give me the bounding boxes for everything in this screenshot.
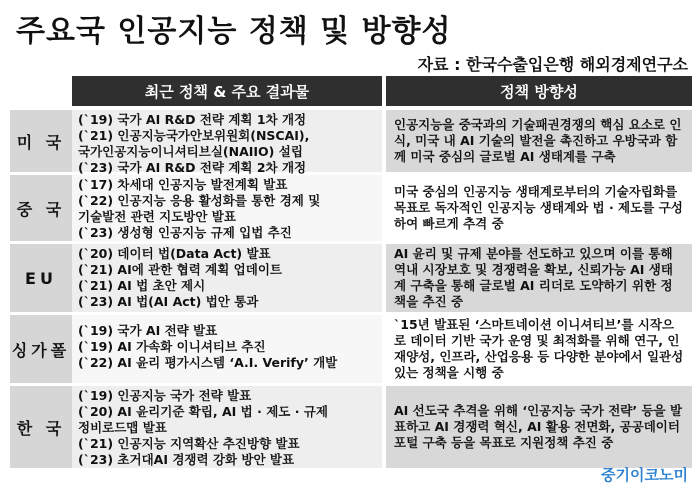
result-item: (`21) AI 법 초안 제시 [78, 278, 206, 293]
country-cell: EU [10, 244, 72, 312]
results-cell [72, 175, 382, 241]
direction-cell: AI 선도국 추격을 위해 ‘인공지능 국가 전략’ 등을 발표하고 AI 경쟁력 혁신, AI 활용 전면화, 공공데이터 포털 구축 등을 목표로 지원정책 추진 중 [386, 386, 692, 468]
header-spacer [10, 76, 72, 106]
table-row [10, 110, 692, 175]
result-item: (`22) AI 윤리 평가시스템 ‘A.I. Verify’ 개발 [78, 355, 338, 370]
direction-cell: AI 윤리 및 규제 분야를 선도하고 있으며 이를 통해 역내 시장보호 및 경쟁력을 확보, 신뢰가능 AI 생태계 구축을 통해 글로벌 AI 리더로 도약하기 위한 정책을 추진 중 [386, 244, 692, 312]
results-cell [72, 244, 382, 312]
result-item: (`21) AI에 관한 협력 계획 업데이트 [78, 262, 282, 277]
results-cell [72, 386, 382, 468]
result-item: (`23) AI 법(AI Act) 법안 통과 [78, 294, 259, 309]
result-item: (`19) 국가 AI R&D 전략 계획 1차 개정 [78, 112, 307, 127]
header-direction: 정책 방향성 [386, 76, 692, 106]
direction-cell: 미국 중심의 인공지능 생태계로부터의 기술자립화를 목표로 독자적인 인공지능 생태계와 법 · 제도를 구성하여 빠르게 추격 중 [386, 175, 692, 241]
result-item: (`21) 인공지능국가안보위원회(NSCAI), [78, 128, 310, 143]
result-item: (`20) AI 윤리기준 확립, AI 법 · 제도 · 규제 [78, 404, 328, 419]
results-cell [72, 110, 382, 175]
results-cell [72, 315, 382, 383]
page-title: 주요국 인공지능 정책 및 방향성 [16, 14, 452, 49]
table-row [10, 386, 692, 468]
result-item: 정비로드맵 발표 [78, 420, 167, 435]
table-row [10, 315, 692, 383]
result-item: (`19) AI 가속화 이니셔티브 추진 [78, 339, 266, 354]
result-item: (`19) 국가 AI 전략 발표 [78, 323, 218, 338]
title-bar [0, 0, 700, 50]
table-row [10, 244, 692, 312]
result-item: (`23) 생성형 인공지능 규제 입법 추진 [78, 225, 292, 240]
direction-cell: 인공지능을 중국과의 기술패권경쟁의 핵심 요소로 인식, 미국 내 AI 기술의 발전을 촉진하고 우방국과 함께 미국 중심의 글로벌 AI 생태계를 구축 [386, 110, 692, 172]
publisher-logo: 중기이코노미 [601, 466, 688, 484]
result-item: (`23) 국가 AI R&D 전략 계획 2차 개정 [78, 160, 307, 175]
result-item: 기술발전 관련 지도방안 발표 [78, 209, 236, 224]
result-item: (`17) 차세대 인공지능 발전계획 발표 [78, 177, 288, 192]
country-cell: 싱가폴 [10, 315, 72, 383]
country-cell: 미 국 [10, 110, 72, 172]
table-row [10, 175, 692, 241]
result-item: (`21) 인공지능 지역확산 추진방향 발표 [78, 436, 300, 451]
country-cell: 중 국 [10, 175, 72, 241]
country-cell: 한 국 [10, 386, 72, 468]
result-item: (`23) 초거대AI 경쟁력 강화 방안 발표 [78, 452, 295, 467]
header-results: 최근 정책 & 주요 결과물 [72, 76, 382, 106]
result-item: 국가인공지능이니셔티브실(NAIIO) 설립 [78, 144, 303, 159]
result-item: (`20) 데이터 법(Data Act) 발표 [78, 246, 271, 261]
table-header [10, 76, 692, 106]
source-credit: 자료 : 한국수출입은행 해외경제연구소 [417, 55, 688, 74]
policy-table [10, 76, 692, 471]
result-item: (`22) 인공지능 응용 활성화를 통한 경제 및 [78, 193, 321, 208]
direction-cell: `15년 발표된 ‘스마트네이션 이니셔티브’를 시작으로 데이터 기반 국가 운영 및 최적화를 위해 연구, 인재양성, 인프라, 산업응용 등 다양한 분야에서 일관성 있는 정책을 시행 중 [386, 315, 692, 383]
result-item: (`19) 인공지능 국가 전략 발표 [78, 388, 252, 403]
